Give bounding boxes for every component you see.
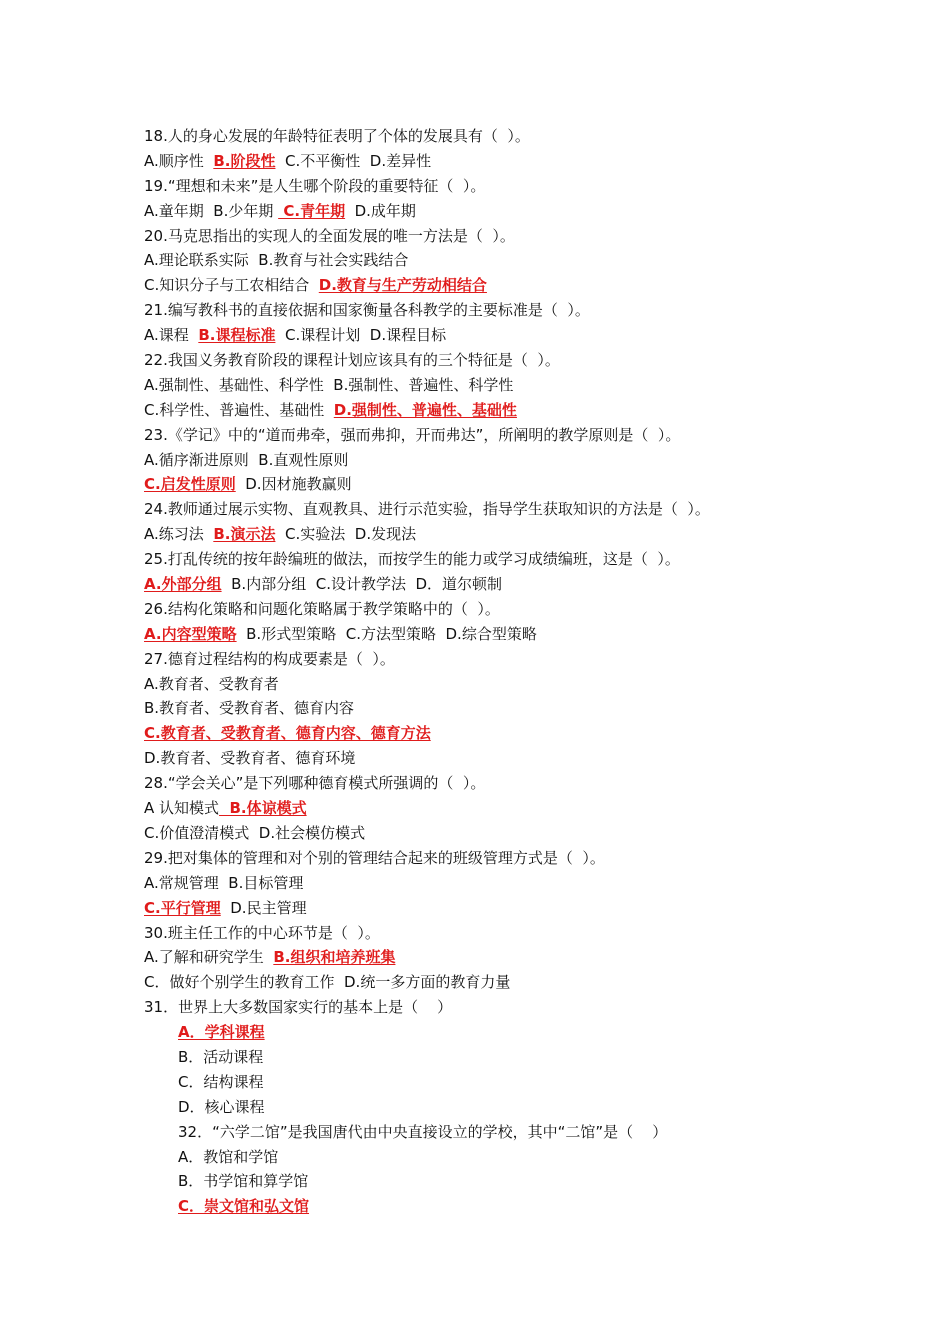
text-segment: B.教育者、受教育者、德育内容: [144, 699, 355, 718]
answer-text: C.青年期: [278, 201, 346, 220]
text-segment: 19.“理想和未来”是人生哪个阶段的重要特征（ ）。: [144, 176, 486, 195]
text-segment: B．书学馆和算学馆: [178, 1172, 309, 1191]
text-segment: D.教育者、受教育者、德育环境: [144, 749, 356, 768]
text-line: [144, 497, 844, 522]
text-segment: C.价值澄清模式 D.社会模仿模式: [144, 823, 366, 842]
text-segment: 30.班主任工作的中心环节是（ ）。: [144, 923, 380, 942]
text-line: [144, 472, 844, 497]
answer-text: B.组织和培养班集: [273, 948, 396, 967]
text-segment: A.练习法: [144, 525, 214, 544]
text-line: [144, 199, 844, 224]
text-line: [144, 771, 844, 796]
text-segment: 26.结构化策略和问题化策略属于教学策略中的（ ）。: [144, 599, 500, 618]
answer-text: D.强制性、普遍性、基础性: [333, 400, 517, 419]
text-line: [144, 1070, 844, 1095]
text-line: [144, 248, 844, 273]
text-segment: 29.把对集体的管理和对个别的管理结合起来的班级管理方式是（ ）。: [144, 848, 605, 867]
text-line: [144, 323, 844, 348]
text-line: [144, 423, 844, 448]
text-segment: A.强制性、基础性、科学性 B.强制性、普遍性、科学性: [144, 375, 514, 394]
text-line: [144, 696, 844, 721]
text-segment: C．做好个别学生的教育工作 D.统一多方面的教育力量: [144, 973, 511, 992]
text-segment: 25.打乱传统的按年龄编班的做法，而按学生的能力或学习成绩编班，这是（ ）。: [144, 550, 680, 569]
text-line: [144, 373, 844, 398]
text-segment: D.因材施教赢则: [235, 475, 352, 494]
answer-text: B.体谅模式: [219, 799, 307, 818]
text-segment: 24.教师通过展示实物、直观教具、进行示范实验，指导学生获取知识的方法是（ ）。: [144, 500, 710, 519]
text-segment: C.知识分子与工农相结合: [144, 276, 319, 295]
text-segment: 21.编写教科书的直接依据和国家衡量各科教学的主要标准是（ ）。: [144, 301, 590, 320]
text-line: [144, 1020, 844, 1045]
text-line: [144, 796, 844, 821]
text-line: [144, 522, 844, 547]
text-segment: C.不平衡性 D.差异性: [275, 151, 432, 170]
text-line: [144, 821, 844, 846]
text-segment: C.科学性、普遍性、基础性: [144, 400, 334, 419]
text-segment: A.常规管理 B.目标管理: [144, 873, 304, 892]
text-segment: A.课程: [144, 326, 199, 345]
text-line: [144, 298, 844, 323]
text-segment: 18.人的身心发展的年龄特征表明了个体的发展具有（ ）。: [144, 127, 530, 145]
text-segment: 20.马克思指出的实现人的全面发展的唯一方法是（ ）。: [144, 226, 515, 245]
text-segment: B.形式型策略 C.方法型策略 D.综合型策略: [236, 624, 537, 643]
answer-text: C.平行管理: [144, 898, 221, 917]
text-line: [144, 1169, 844, 1194]
answer-text: C．崇文馆和弘文馆: [178, 1197, 310, 1216]
text-line: [144, 348, 844, 373]
text-segment: D.成年期: [345, 201, 416, 220]
text-segment: C．结构课程: [178, 1072, 264, 1091]
text-segment: C.实验法 D.发现法: [275, 525, 417, 544]
answer-text: C.教育者、受教育者、德育内容、德育方法: [144, 724, 431, 743]
text-line: [144, 622, 844, 647]
text-line: [144, 398, 844, 423]
text-line: [144, 1120, 844, 1145]
text-line: [144, 1095, 844, 1120]
text-line: [144, 846, 844, 871]
answer-text: A.内容型策略: [144, 624, 237, 643]
text-line: [144, 647, 844, 672]
text-segment: B．活动课程: [178, 1047, 264, 1066]
text-segment: A.童年期 B.少年期: [144, 201, 279, 220]
text-line: [144, 1194, 844, 1219]
text-line: [144, 224, 844, 249]
text-segment: A.循序渐进原则 B.直观性原则: [144, 450, 349, 469]
text-line: [144, 970, 844, 995]
text-segment: A.了解和研究学生: [144, 948, 274, 967]
text-segment: 32．“六学二馆”是我国唐代由中央直接设立的学校，其中“二馆”是（ ）: [178, 1122, 668, 1141]
text-line: [144, 921, 844, 946]
text-segment: 27.德育过程结构的构成要素是（ ）。: [144, 649, 395, 668]
answer-text: D.教育与生产劳动相结合: [318, 276, 487, 295]
text-line: [144, 124, 844, 149]
text-segment: A.顺序性: [144, 151, 214, 170]
text-segment: 28.“学会关心”是下列哪种德育模式所强调的（ ）。: [144, 774, 486, 793]
text-line: [144, 597, 844, 622]
text-segment: A 认知模式: [144, 799, 220, 818]
text-line: [144, 871, 844, 896]
answer-text: B.阶段性: [213, 151, 276, 170]
text-line: [144, 547, 844, 572]
text-line: [144, 945, 844, 970]
answer-text: B.课程标准: [198, 326, 276, 345]
text-segment: 23.《学记》中的“道而弗牵，强而弗抑，开而弗达”，所阐明的教学原则是（ ）。: [144, 425, 681, 444]
text-segment: A.教育者、受教育者: [144, 674, 279, 693]
text-segment: A．教馆和学馆: [178, 1147, 279, 1166]
text-line: [144, 672, 844, 697]
text-segment: C.课程计划 D.课程目标: [275, 326, 447, 345]
text-line: [144, 1045, 844, 1070]
text-segment: 31．世界上大多数国家实行的基本上是（ ）: [144, 998, 453, 1017]
text-line: [144, 896, 844, 921]
text-line: [144, 721, 844, 746]
text-line: [144, 572, 844, 597]
text-line: [144, 746, 844, 771]
text-segment: A.理论联系实际 B.教育与社会实践结合: [144, 251, 409, 270]
text-segment: D.民主管理: [220, 898, 307, 917]
text-line: [144, 149, 844, 174]
text-segment: D．核心课程: [178, 1097, 265, 1116]
text-line: [144, 448, 844, 473]
text-line: [144, 273, 844, 298]
answer-text: A．学科课程: [178, 1023, 265, 1042]
text-line: [144, 1145, 844, 1170]
text-line: [144, 995, 844, 1020]
answer-text: C.启发性原则: [144, 475, 236, 494]
document-page: [144, 124, 844, 1219]
text-segment: B.内部分组 C.设计教学法 D．道尔顿制: [221, 575, 503, 594]
answer-text: A.外部分组: [144, 575, 222, 594]
text-segment: 22.我国义务教育阶段的课程计划应该具有的三个特征是（ ）。: [144, 351, 560, 370]
answer-text: B.演示法: [213, 525, 276, 544]
text-line: [144, 174, 844, 199]
